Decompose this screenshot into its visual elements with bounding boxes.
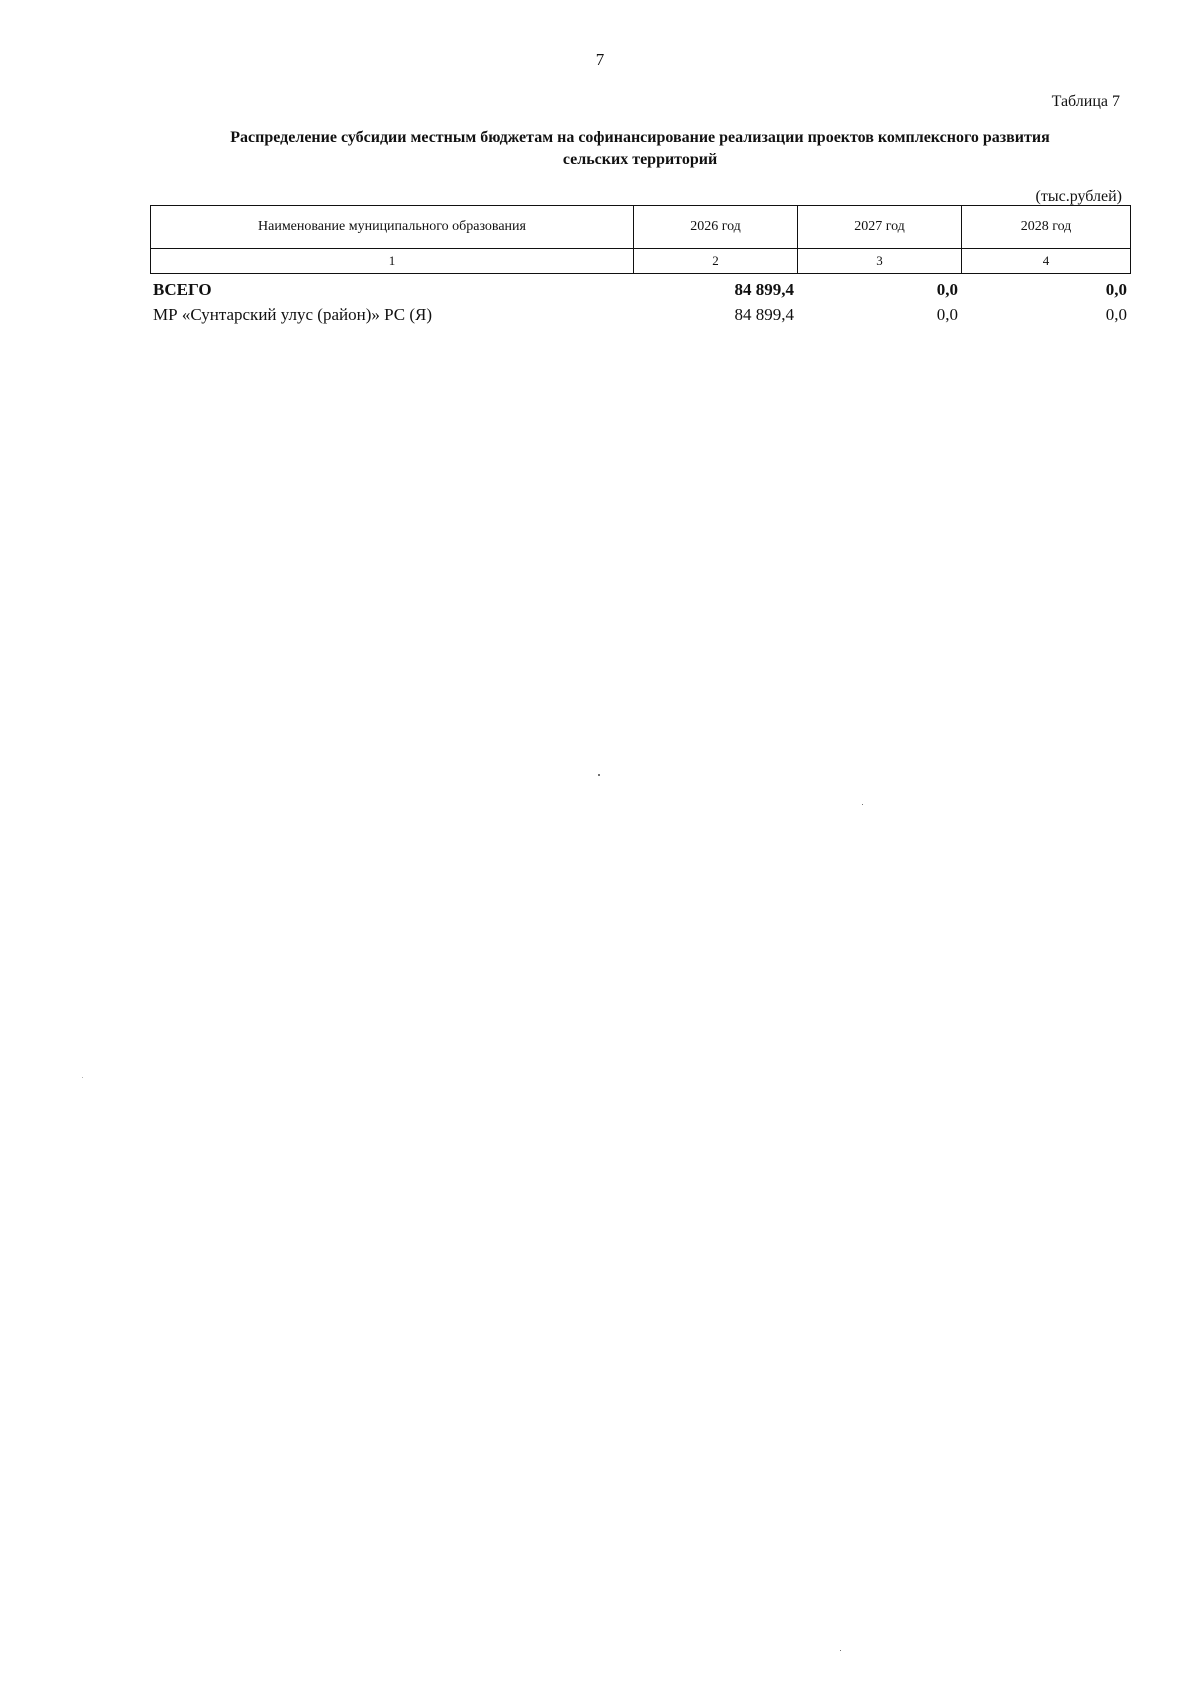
header-2027: 2027 год [798,206,962,249]
value-2026: 84 899,4 [734,304,794,324]
value-2027: 0,0 [936,279,958,299]
units-label: (тыс.рублей) [1035,188,1122,205]
scan-speck [862,804,863,805]
table-row [150,302,1130,327]
value-2026: 84 899,4 [734,279,794,299]
value-2028: 0,0 [1105,304,1127,324]
table-body [150,277,1130,327]
header-2026: 2026 год [634,206,798,249]
column-number-4: 4 [962,249,1131,274]
title-line-2: сельских территорий [562,151,718,168]
page-number: 7 [595,50,605,69]
column-number-3: 3 [798,249,962,274]
table-label: Таблица 7 [1051,93,1120,110]
table-row-total [150,277,1130,302]
scan-speck [82,1077,83,1078]
value-2027: 0,0 [936,304,958,324]
column-number-1: 1 [151,249,634,274]
column-number-2: 2 [634,249,798,274]
header-municipality: Наименование муниципального образования [151,206,634,249]
row-name: МР «Сунтарский улус (район)» РС (Я) [153,304,433,324]
scan-speck [598,774,600,776]
document-title [150,127,1130,171]
header-2028: 2028 год [962,206,1131,249]
value-2028: 0,0 [1105,279,1127,299]
header-row [151,206,1131,249]
column-number-row [151,249,1131,274]
title-line-1: Распределение субсидии местным бюджетам на софинансирование реализации проектов комплексного развития [230,129,1050,146]
scan-speck [840,1650,841,1651]
header-table [150,205,1131,274]
row-name: ВСЕГО [153,279,212,299]
